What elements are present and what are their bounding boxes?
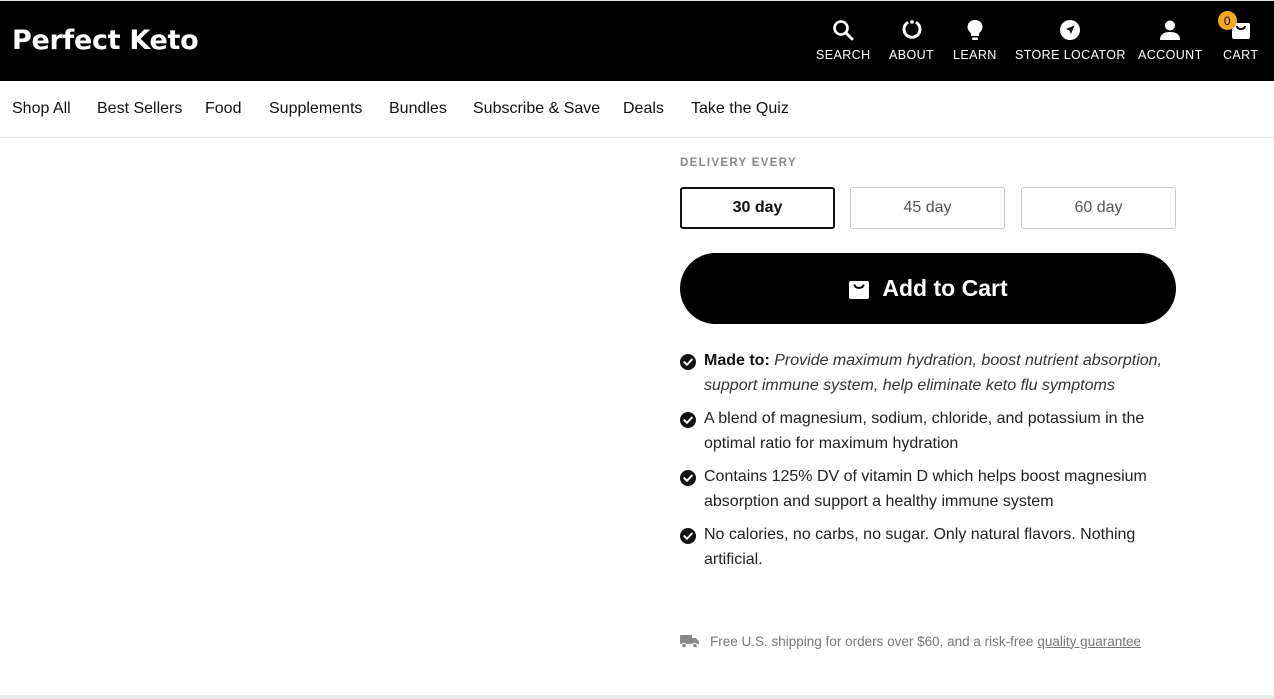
truck-icon	[680, 633, 700, 649]
benefit-text: Contains 125% DV of vitamin D which helps boost magnesium absorption and support a healthy immune system	[704, 468, 1147, 510]
nav-search[interactable]	[816, 15, 871, 62]
lightbulb-icon	[966, 15, 984, 45]
nav-cart[interactable]	[1223, 15, 1258, 62]
user-icon	[1159, 15, 1181, 45]
delivery-label: DELIVERY EVERY	[680, 157, 797, 169]
subnav-supplements[interactable]: Supplements	[269, 100, 363, 117]
benefit-text: Provide maximum hydration, boost nutrient absorption, support immune system, help eliminate keto flu symptoms	[704, 352, 1162, 394]
nav-search-label: SEARCH	[816, 48, 871, 62]
nav-about-label: ABOUT	[889, 48, 935, 62]
benefit-item	[680, 406, 1180, 456]
nav-learn-label: LEARN	[953, 48, 997, 62]
about-icon	[901, 15, 923, 45]
shipping-text: Free U.S. shipping for orders over $60, and a risk-free	[710, 633, 1034, 649]
divider	[0, 695, 1274, 699]
benefit-text: No calories, no carbs, no sugar. Only natural flavors. Nothing artificial.	[704, 526, 1136, 568]
subnav-take-the-quiz[interactable]: Take the Quiz	[691, 100, 789, 117]
subnav-best-sellers[interactable]: Best Sellers	[97, 100, 183, 117]
check-circle-icon	[680, 411, 696, 427]
logo[interactable]: Perfect Keto	[12, 25, 199, 56]
check-circle-icon	[680, 527, 696, 543]
delivery-option-30-day[interactable]: 30 day	[680, 187, 835, 229]
benefit-text: A blend of magnesium, sodium, chloride, and potassium in the optimal ratio for maximum hydration	[704, 410, 1145, 452]
category-nav	[0, 81, 1274, 138]
cart-count-badge: 0	[1218, 11, 1237, 30]
subnav-bundles[interactable]: Bundles	[389, 100, 447, 117]
benefits-list	[680, 348, 1180, 580]
add-to-cart-label: Add to Cart	[882, 275, 1008, 301]
nav-learn[interactable]	[953, 15, 997, 62]
check-circle-icon	[680, 353, 696, 369]
add-to-cart-button[interactable]	[680, 253, 1176, 324]
shipping-note	[680, 633, 1141, 649]
nav-account[interactable]	[1138, 15, 1203, 62]
delivery-option-60-day[interactable]: 60 day	[1021, 187, 1176, 229]
check-circle-icon	[680, 469, 696, 485]
subnav-subscribe-save[interactable]: Subscribe & Save	[473, 100, 601, 117]
nav-about[interactable]	[889, 15, 934, 62]
benefit-lead: Made to:	[704, 352, 770, 369]
nav-store-locator-label: STORE LOCATOR	[1015, 48, 1126, 62]
bag-icon	[848, 278, 870, 300]
subnav-deals[interactable]: Deals	[623, 100, 664, 117]
bag-icon	[1223, 13, 1252, 45]
benefit-item	[680, 464, 1180, 514]
benefit-item	[680, 348, 1180, 398]
subnav-food[interactable]: Food	[205, 100, 242, 117]
nav-account-label: ACCOUNT	[1138, 48, 1203, 62]
quality-guarantee-link[interactable]: quality guarantee	[1037, 633, 1141, 649]
nav-store-locator[interactable]	[1015, 15, 1126, 62]
location-arrow-icon	[1059, 15, 1081, 45]
top-header	[0, 0, 1274, 81]
delivery-option-45-day[interactable]: 45 day	[850, 187, 1005, 229]
benefit-item	[680, 522, 1180, 572]
search-icon	[832, 15, 854, 45]
subnav-shop-all[interactable]: Shop All	[12, 100, 71, 117]
nav-cart-label: CART	[1223, 48, 1259, 62]
